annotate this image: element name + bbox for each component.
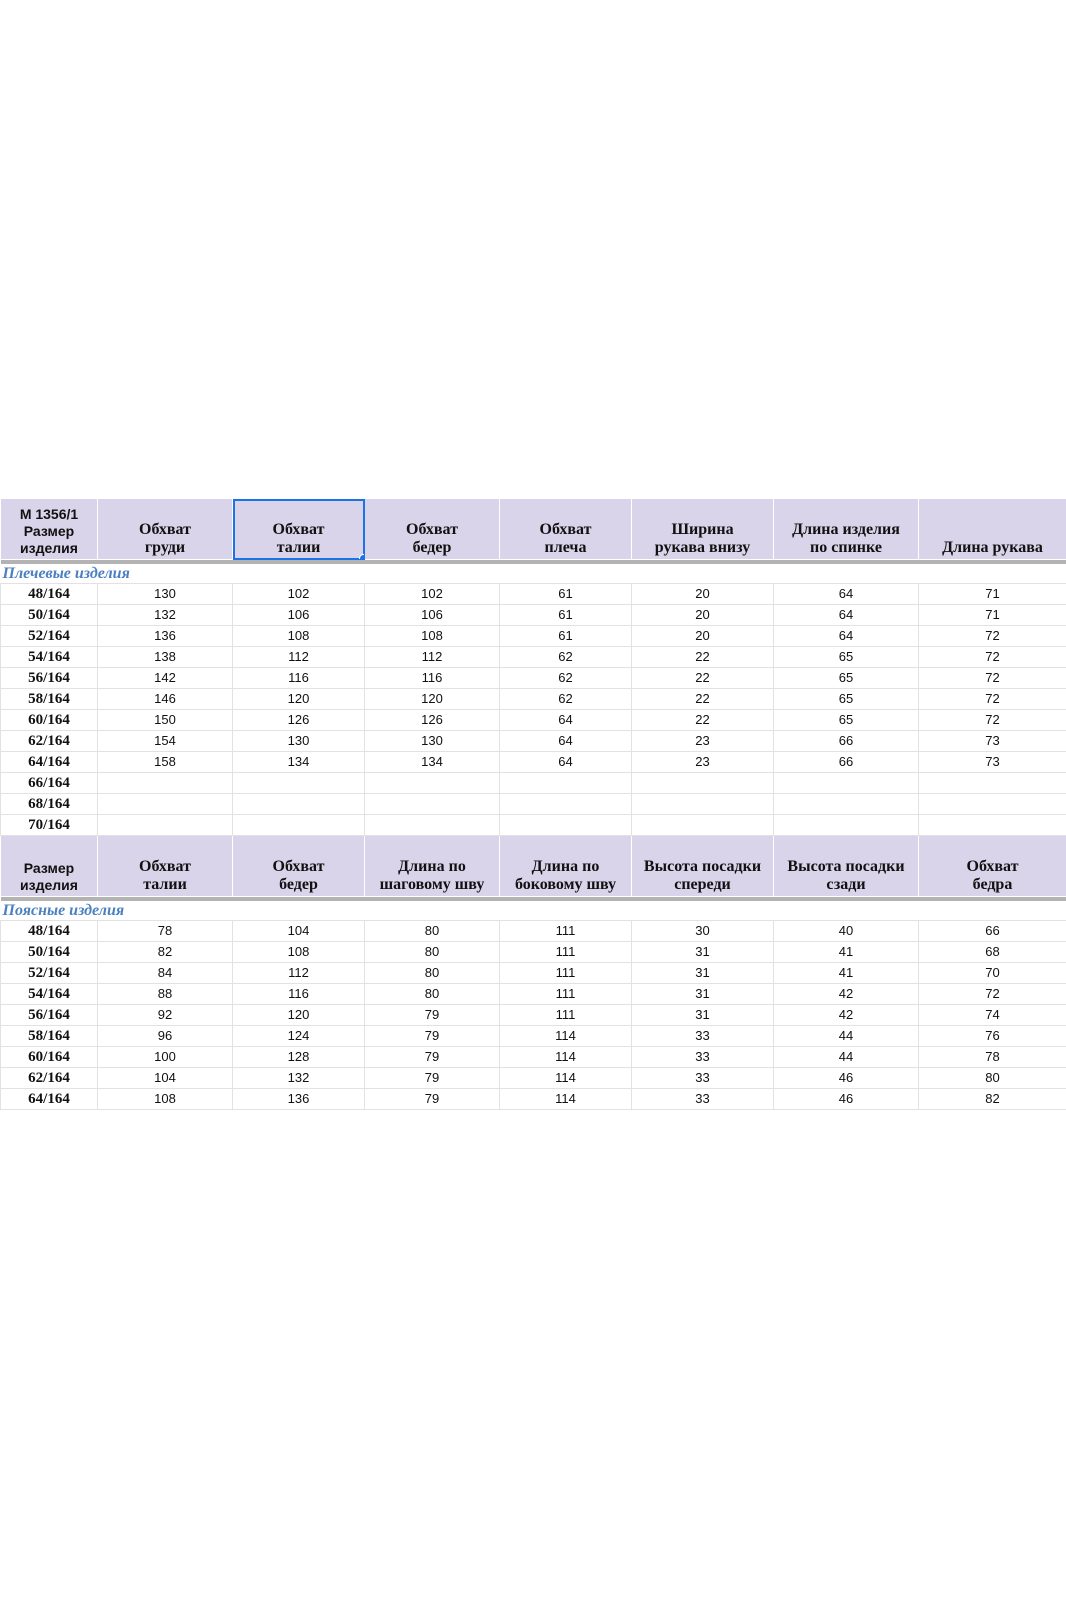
value-cell[interactable]: 108 — [233, 942, 365, 963]
value-cell[interactable]: 65 — [774, 647, 919, 668]
value-cell[interactable]: 65 — [774, 689, 919, 710]
value-cell[interactable] — [919, 773, 1066, 794]
value-cell[interactable]: 64 — [774, 626, 919, 647]
table-row — [1, 1047, 1066, 1068]
value-cell[interactable] — [98, 815, 233, 836]
value-cell[interactable]: 79 — [365, 1047, 500, 1068]
value-cell[interactable]: 112 — [365, 647, 500, 668]
size-cell[interactable]: 58/164 — [1, 1026, 98, 1047]
value-cell[interactable]: 92 — [98, 1005, 233, 1026]
size-cell[interactable]: 62/164 — [1, 731, 98, 752]
size-cell[interactable]: 48/164 — [1, 584, 98, 605]
column-header[interactable] — [233, 836, 365, 897]
size-column-header-line: изделия — [20, 877, 78, 893]
value-cell[interactable]: 111 — [500, 963, 632, 984]
column-header[interactable] — [919, 499, 1066, 560]
value-cell[interactable]: 114 — [500, 1047, 632, 1068]
table-row — [1, 668, 1066, 689]
value-cell[interactable]: 72 — [919, 668, 1066, 689]
value-cell[interactable]: 111 — [500, 942, 632, 963]
column-header-line: по спинке — [810, 539, 882, 556]
size-cell[interactable]: 60/164 — [1, 710, 98, 731]
value-cell[interactable]: 31 — [632, 1005, 774, 1026]
value-cell[interactable]: 79 — [365, 1068, 500, 1089]
table-row — [1, 731, 1066, 752]
table-row — [1, 1089, 1066, 1110]
column-header[interactable] — [632, 836, 774, 897]
value-cell[interactable]: 62 — [500, 668, 632, 689]
value-cell[interactable]: 82 — [98, 942, 233, 963]
value-cell[interactable]: 68 — [919, 942, 1066, 963]
value-cell[interactable]: 61 — [500, 626, 632, 647]
table-row — [1, 794, 1066, 815]
value-cell[interactable]: 102 — [233, 584, 365, 605]
value-cell[interactable]: 72 — [919, 710, 1066, 731]
size-chart-sheet — [0, 498, 1066, 1110]
table-row — [1, 773, 1066, 794]
column-header-line: Обхват — [139, 858, 191, 875]
value-cell[interactable]: 112 — [233, 963, 365, 984]
value-cell[interactable]: 46 — [774, 1068, 919, 1089]
value-cell[interactable]: 72 — [919, 626, 1066, 647]
value-cell[interactable]: 111 — [500, 984, 632, 1005]
table-row — [1, 689, 1066, 710]
value-cell[interactable]: 78 — [919, 1047, 1066, 1068]
value-cell[interactable]: 22 — [632, 647, 774, 668]
size-cell[interactable]: 70/164 — [1, 815, 98, 836]
column-header[interactable] — [774, 499, 919, 560]
shoulder-header-row — [1, 499, 1066, 560]
size-cell[interactable]: 66/164 — [1, 773, 98, 794]
value-cell[interactable]: 23 — [632, 731, 774, 752]
value-cell[interactable] — [774, 794, 919, 815]
value-cell[interactable] — [632, 773, 774, 794]
value-cell[interactable]: 88 — [98, 984, 233, 1005]
table-row — [1, 584, 1066, 605]
section-title-row — [1, 901, 1066, 921]
column-header-line: Обхват — [406, 521, 458, 538]
value-cell[interactable] — [98, 773, 233, 794]
value-cell[interactable]: 80 — [919, 1068, 1066, 1089]
value-cell[interactable] — [919, 794, 1066, 815]
size-cell[interactable]: 52/164 — [1, 963, 98, 984]
value-cell[interactable] — [774, 773, 919, 794]
value-cell[interactable]: 116 — [233, 984, 365, 1005]
column-header-line: Длина изделия — [792, 521, 900, 538]
column-header-line: спереди — [674, 876, 731, 893]
value-cell[interactable]: 128 — [233, 1047, 365, 1068]
value-cell[interactable]: 33 — [632, 1026, 774, 1047]
value-cell[interactable]: 78 — [98, 921, 233, 942]
size-column-header-line: М 1356/1 — [19, 506, 79, 522]
value-cell[interactable]: 80 — [365, 984, 500, 1005]
value-cell[interactable]: 142 — [98, 668, 233, 689]
size-column-header-line: изделия — [20, 540, 78, 556]
column-header-line: талии — [143, 876, 187, 893]
size-cell[interactable]: 50/164 — [1, 942, 98, 963]
value-cell[interactable]: 61 — [500, 584, 632, 605]
value-cell[interactable]: 136 — [98, 626, 233, 647]
value-cell[interactable] — [500, 815, 632, 836]
value-cell[interactable]: 64 — [500, 731, 632, 752]
value-cell[interactable]: 30 — [632, 921, 774, 942]
table-row — [1, 815, 1066, 836]
size-column-header[interactable] — [1, 836, 98, 897]
value-cell[interactable]: 33 — [632, 1068, 774, 1089]
value-cell[interactable] — [500, 794, 632, 815]
value-cell[interactable]: 61 — [500, 605, 632, 626]
value-cell[interactable]: 114 — [500, 1089, 632, 1110]
size-cell[interactable]: 64/164 — [1, 1089, 98, 1110]
table-row — [1, 647, 1066, 668]
value-cell[interactable]: 31 — [632, 984, 774, 1005]
size-cell[interactable]: 68/164 — [1, 794, 98, 815]
waist-header-row — [1, 836, 1066, 897]
table-row — [1, 963, 1066, 984]
value-cell[interactable] — [98, 794, 233, 815]
value-cell[interactable] — [233, 794, 365, 815]
table-row — [1, 605, 1066, 626]
value-cell[interactable]: 108 — [365, 626, 500, 647]
value-cell[interactable]: 79 — [365, 1005, 500, 1026]
column-header[interactable] — [632, 499, 774, 560]
column-header-line: шаговому шву — [379, 876, 485, 893]
value-cell[interactable]: 106 — [233, 605, 365, 626]
value-cell[interactable]: 120 — [233, 1005, 365, 1026]
column-header[interactable] — [500, 499, 632, 560]
table-row — [1, 752, 1066, 773]
value-cell[interactable]: 96 — [98, 1026, 233, 1047]
column-header-line: Обхват — [139, 521, 191, 538]
value-cell[interactable]: 22 — [632, 668, 774, 689]
value-cell[interactable]: 130 — [233, 731, 365, 752]
value-cell[interactable]: 134 — [233, 752, 365, 773]
column-header[interactable] — [98, 499, 233, 560]
size-cell[interactable]: 58/164 — [1, 689, 98, 710]
column-header-line: плеча — [544, 539, 587, 556]
size-cell[interactable]: 64/164 — [1, 752, 98, 773]
size-column-header-line: Размер — [23, 523, 75, 539]
value-cell[interactable]: 114 — [500, 1026, 632, 1047]
column-header-line: Обхват — [272, 858, 325, 875]
value-cell[interactable]: 66 — [774, 731, 919, 752]
size-column-header[interactable] — [1, 499, 98, 560]
value-cell[interactable]: 104 — [98, 1068, 233, 1089]
size-cell[interactable]: 54/164 — [1, 647, 98, 668]
value-cell[interactable]: 146 — [98, 689, 233, 710]
value-cell[interactable]: 31 — [632, 963, 774, 984]
table-row — [1, 921, 1066, 942]
value-cell[interactable]: 41 — [774, 942, 919, 963]
value-cell[interactable]: 130 — [365, 731, 500, 752]
column-header-line: бедер — [412, 539, 452, 556]
value-cell[interactable]: 120 — [365, 689, 500, 710]
column-header-line: груди — [144, 539, 186, 556]
column-header[interactable] — [500, 836, 632, 897]
value-cell[interactable]: 74 — [919, 1005, 1066, 1026]
value-cell[interactable]: 100 — [98, 1047, 233, 1068]
size-chart-table — [0, 498, 1066, 1110]
value-cell[interactable]: 108 — [98, 1089, 233, 1110]
value-cell[interactable]: 42 — [774, 984, 919, 1005]
value-cell[interactable] — [500, 773, 632, 794]
value-cell[interactable]: 114 — [500, 1068, 632, 1089]
value-cell[interactable]: 64 — [774, 605, 919, 626]
value-cell[interactable]: 64 — [774, 584, 919, 605]
size-cell[interactable]: 52/164 — [1, 626, 98, 647]
value-cell[interactable]: 20 — [632, 626, 774, 647]
value-cell[interactable]: 130 — [98, 584, 233, 605]
value-cell[interactable] — [365, 773, 500, 794]
column-header-line: Длина по — [531, 858, 600, 875]
selection-fill-handle[interactable] — [359, 554, 365, 560]
value-cell[interactable]: 80 — [365, 963, 500, 984]
value-cell[interactable]: 79 — [365, 1026, 500, 1047]
value-cell[interactable]: 64 — [500, 710, 632, 731]
value-cell[interactable]: 79 — [365, 1089, 500, 1110]
table-row — [1, 942, 1066, 963]
value-cell[interactable]: 82 — [919, 1089, 1066, 1110]
value-cell[interactable]: 71 — [919, 584, 1066, 605]
column-header-line: боковому шву — [514, 876, 617, 893]
value-cell[interactable]: 120 — [233, 689, 365, 710]
size-cell[interactable]: 56/164 — [1, 1005, 98, 1026]
value-cell[interactable]: 46 — [774, 1089, 919, 1110]
table-row — [1, 984, 1066, 1005]
table-row — [1, 1068, 1066, 1089]
value-cell[interactable]: 62 — [500, 647, 632, 668]
value-cell[interactable] — [632, 794, 774, 815]
column-header[interactable] — [774, 836, 919, 897]
value-cell[interactable]: 102 — [365, 584, 500, 605]
value-cell[interactable]: 80 — [365, 921, 500, 942]
value-cell[interactable] — [233, 815, 365, 836]
value-cell[interactable]: 104 — [233, 921, 365, 942]
value-cell[interactable]: 80 — [365, 942, 500, 963]
section-title-row — [1, 564, 1066, 584]
value-cell[interactable]: 72 — [919, 689, 1066, 710]
column-header-line: Длина рукава — [942, 539, 1043, 556]
value-cell[interactable]: 20 — [632, 605, 774, 626]
value-cell[interactable]: 150 — [98, 710, 233, 731]
value-cell[interactable]: 66 — [774, 752, 919, 773]
size-cell[interactable]: 48/164 — [1, 921, 98, 942]
value-cell[interactable] — [365, 794, 500, 815]
column-header-line: Длина по — [398, 858, 466, 875]
column-header[interactable] — [919, 836, 1066, 897]
value-cell[interactable]: 126 — [365, 710, 500, 731]
value-cell[interactable]: 116 — [233, 668, 365, 689]
value-cell[interactable]: 23 — [632, 752, 774, 773]
size-cell[interactable]: 50/164 — [1, 605, 98, 626]
column-header-line: бедра — [972, 876, 1013, 893]
value-cell[interactable]: 44 — [774, 1047, 919, 1068]
size-column-header-line: Размер — [23, 860, 75, 876]
column-header[interactable] — [365, 836, 500, 897]
value-cell[interactable] — [774, 815, 919, 836]
value-cell[interactable]: 132 — [233, 1068, 365, 1089]
value-cell[interactable]: 33 — [632, 1089, 774, 1110]
value-cell[interactable]: 72 — [919, 647, 1066, 668]
value-cell[interactable]: 33 — [632, 1047, 774, 1068]
value-cell[interactable]: 134 — [365, 752, 500, 773]
table-row — [1, 710, 1066, 731]
value-cell[interactable]: 76 — [919, 1026, 1066, 1047]
value-cell[interactable]: 22 — [632, 689, 774, 710]
value-cell[interactable]: 84 — [98, 963, 233, 984]
column-header-line: Обхват — [539, 521, 592, 538]
column-header-line: Высота посадки — [787, 858, 905, 875]
value-cell[interactable]: 65 — [774, 668, 919, 689]
size-cell[interactable]: 60/164 — [1, 1047, 98, 1068]
value-cell[interactable]: 132 — [98, 605, 233, 626]
value-cell[interactable]: 41 — [774, 963, 919, 984]
column-header[interactable] — [98, 836, 233, 897]
value-cell[interactable]: 158 — [98, 752, 233, 773]
table-row — [1, 626, 1066, 647]
value-cell[interactable]: 40 — [774, 921, 919, 942]
value-cell[interactable]: 73 — [919, 731, 1066, 752]
value-cell[interactable] — [632, 815, 774, 836]
value-cell[interactable]: 138 — [98, 647, 233, 668]
value-cell[interactable]: 126 — [233, 710, 365, 731]
column-header[interactable] — [233, 499, 365, 560]
value-cell[interactable]: 116 — [365, 668, 500, 689]
value-cell[interactable]: 20 — [632, 584, 774, 605]
column-header-line: рукава внизу — [654, 539, 751, 556]
value-cell[interactable]: 44 — [774, 1026, 919, 1047]
size-cell[interactable]: 54/164 — [1, 984, 98, 1005]
size-cell[interactable]: 62/164 — [1, 1068, 98, 1089]
value-cell[interactable]: 64 — [500, 752, 632, 773]
table-row — [1, 1026, 1066, 1047]
value-cell[interactable]: 65 — [774, 710, 919, 731]
value-cell[interactable]: 124 — [233, 1026, 365, 1047]
value-cell[interactable]: 72 — [919, 984, 1066, 1005]
value-cell[interactable] — [919, 815, 1066, 836]
value-cell[interactable]: 111 — [500, 1005, 632, 1026]
value-cell[interactable]: 108 — [233, 626, 365, 647]
value-cell[interactable]: 62 — [500, 689, 632, 710]
value-cell[interactable] — [233, 773, 365, 794]
value-cell[interactable]: 31 — [632, 942, 774, 963]
value-cell[interactable]: 70 — [919, 963, 1066, 984]
value-cell[interactable]: 154 — [98, 731, 233, 752]
value-cell[interactable]: 111 — [500, 921, 632, 942]
column-header-line: Обхват — [272, 521, 325, 538]
value-cell[interactable]: 42 — [774, 1005, 919, 1026]
value-cell[interactable]: 136 — [233, 1089, 365, 1110]
value-cell[interactable]: 66 — [919, 921, 1066, 942]
column-header-line: Высота посадки — [643, 858, 762, 875]
value-cell[interactable]: 22 — [632, 710, 774, 731]
value-cell[interactable] — [365, 815, 500, 836]
value-cell[interactable]: 73 — [919, 752, 1066, 773]
size-cell[interactable]: 56/164 — [1, 668, 98, 689]
section-title: Поясные изделия — [2, 902, 125, 919]
column-header-line: бедер — [279, 876, 318, 893]
value-cell[interactable]: 112 — [233, 647, 365, 668]
column-header[interactable] — [365, 499, 500, 560]
column-header-line: талии — [276, 539, 321, 556]
section-title: Плечевые изделия — [2, 565, 130, 582]
column-header-line: Обхват — [966, 858, 1019, 875]
value-cell[interactable]: 106 — [365, 605, 500, 626]
table-row — [1, 1005, 1066, 1026]
value-cell[interactable]: 71 — [919, 605, 1066, 626]
column-header-line: Ширина — [671, 521, 734, 538]
column-header-line: сзади — [826, 876, 866, 893]
